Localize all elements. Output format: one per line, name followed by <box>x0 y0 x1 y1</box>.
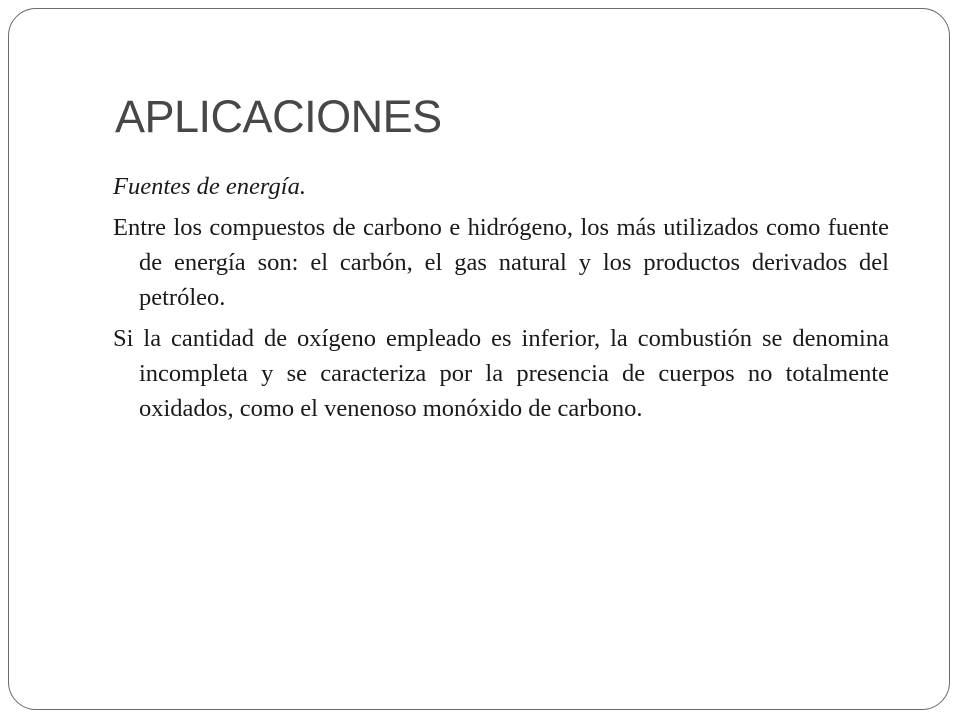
slide-title: APLICACIONES <box>115 91 442 142</box>
subheading: Fuentes de energía. <box>113 173 306 200</box>
paragraph-incomplete-combustion: Si la cantidad de oxígeno empleado es inferior, la combustión se denomina incompleta y se caracteriza por la presencia de cuerpos no totalmente oxidados, como el venenoso monóxido de carbono. <box>113 325 889 422</box>
slide-frame <box>8 8 950 710</box>
slide-body <box>113 169 889 432</box>
paragraph-energy-sources: Entre los compuestos de carbono e hidrógeno, los más utilizados como fuente de energía son: el carbón, el gas natural y los productos derivados del petróleo. <box>113 214 889 311</box>
